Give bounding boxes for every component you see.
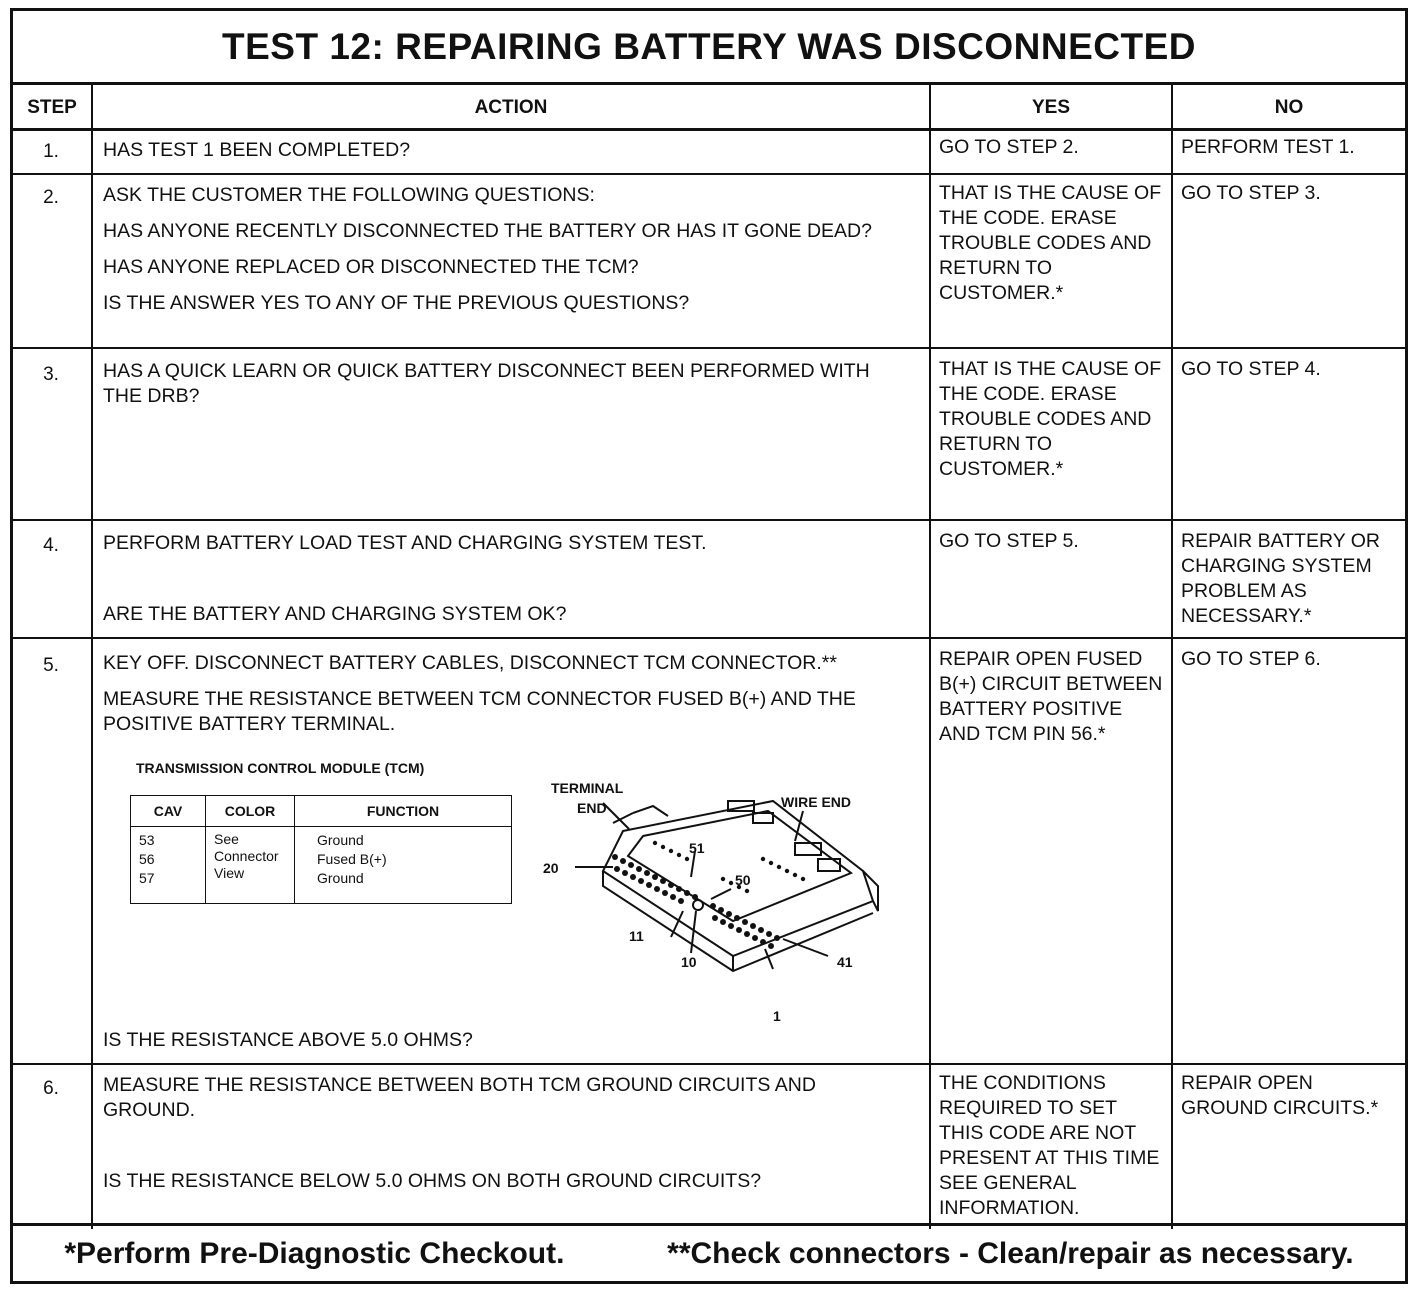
- test-sheet: [10, 8, 1408, 1284]
- action-text: [103, 359, 903, 420]
- no-text: GO TO STEP 3.: [1181, 182, 1321, 204]
- action-text: [103, 183, 903, 327]
- grid-line: [13, 347, 1405, 349]
- action-text: [103, 651, 913, 748]
- function-cell: [295, 827, 512, 904]
- latch-3: [795, 843, 821, 855]
- label-pin-20: 20: [543, 860, 559, 876]
- function-value: Ground: [317, 870, 364, 886]
- color-cell: [206, 827, 295, 904]
- step-number: 3.: [43, 364, 59, 385]
- action-text: [103, 531, 913, 638]
- action-line: MEASURE THE RESISTANCE BETWEEN BOTH TCM GROUND CIRCUITS AND GROUND.: [103, 1074, 816, 1121]
- cav-value: 56: [139, 851, 155, 867]
- label-wire-end: WIRE END: [781, 794, 851, 810]
- label-pin-51: 51: [689, 840, 705, 856]
- col-cav: CAV: [131, 796, 206, 827]
- grid-line: [929, 85, 931, 1229]
- header-action: ACTION: [474, 97, 548, 118]
- no-text: REPAIR OPEN GROUND CIRCUITS.*: [1181, 1072, 1379, 1119]
- color-value: See: [214, 831, 239, 847]
- action-line: HAS A QUICK LEARN OR QUICK BATTERY DISCONNECT BEEN PERFORMED WITH THE DRB?: [103, 360, 870, 407]
- cav-table-header: [131, 796, 512, 827]
- color-value: Connector: [214, 848, 279, 864]
- action-question: IS THE RESISTANCE ABOVE 5.0 OHMS?: [103, 1029, 473, 1051]
- yes-text: THAT IS THE CAUSE OF THE CODE. ERASE TROUBLE CODES AND RETURN TO CUSTOMER.*: [939, 182, 1162, 304]
- step-number: 4.: [43, 535, 59, 556]
- cav-table-body: [131, 827, 512, 904]
- cav-cell: [131, 827, 206, 904]
- no-text: REPAIR BATTERY OR CHARGING SYSTEM PROBLEM AS NECESSARY.*: [1181, 530, 1381, 627]
- latch-4: [818, 859, 840, 871]
- grid-line: [1171, 85, 1173, 1229]
- header-no: NO: [1274, 97, 1304, 118]
- no-text: GO TO STEP 4.: [1181, 358, 1321, 380]
- label-pin-50: 50: [735, 872, 751, 888]
- step-number: 2.: [43, 187, 59, 208]
- footer-note-connectors: **Check connectors - Clean/repair as necessary.: [667, 1236, 1354, 1270]
- label-end: END: [577, 800, 607, 816]
- label-pin-1: 1: [773, 1008, 781, 1021]
- action-text: [103, 138, 913, 174]
- action-line: HAS ANYONE REPLACED OR DISCONNECTED THE TCM?: [103, 256, 639, 278]
- connector-diagram: [533, 761, 913, 1021]
- action-line: IS THE ANSWER YES TO ANY OF THE PREVIOUS QUESTIONS?: [103, 292, 690, 314]
- color-value: View: [214, 865, 245, 881]
- grid-line: [13, 128, 1405, 131]
- yes-text: GO TO STEP 5.: [939, 530, 1079, 552]
- col-color: COLOR: [206, 796, 295, 827]
- function-value: Ground: [317, 832, 364, 848]
- grid-line: [91, 85, 93, 1229]
- action-line: IS THE RESISTANCE BELOW 5.0 OHMS ON BOTH GROUND CIRCUITS?: [103, 1170, 762, 1192]
- module-title: TRANSMISSION CONTROL MODULE (TCM): [136, 760, 425, 776]
- action-line: ARE THE BATTERY AND CHARGING SYSTEM OK?: [103, 603, 567, 625]
- action-line: MEASURE THE RESISTANCE BETWEEN TCM CONNECTOR FUSED B(+) AND THE POSITIVE BATTERY TERMINAL.: [103, 688, 856, 735]
- footer-note-pre-diagnostic: *Perform Pre-Diagnostic Checkout.: [64, 1236, 565, 1270]
- action-line: KEY OFF. DISCONNECT BATTERY CABLES, DISCONNECT TCM CONNECTOR.**: [103, 652, 837, 674]
- action-text: [103, 1073, 913, 1205]
- action-line: ASK THE CUSTOMER THE FOLLOWING QUESTIONS:: [103, 184, 595, 206]
- yes-text: REPAIR OPEN FUSED B(+) CIRCUIT BETWEEN BATTERY POSITIVE AND TCM PIN 56.*: [939, 648, 1163, 745]
- yes-text: THAT IS THE CAUSE OF THE CODE. ERASE TROUBLE CODES AND RETURN TO CUSTOMER.*: [939, 358, 1162, 480]
- header-yes: YES: [1031, 97, 1071, 118]
- action-line: HAS TEST 1 BEEN COMPLETED?: [103, 139, 411, 161]
- no-text: GO TO STEP 6.: [1181, 648, 1321, 670]
- page-title: TEST 12: REPAIRING BATTERY WAS DISCONNECTED: [13, 11, 1405, 85]
- cav-value: 53: [139, 832, 155, 848]
- label-pin-10: 10: [681, 954, 697, 970]
- cav-table: [130, 795, 512, 904]
- col-function: FUNCTION: [295, 796, 512, 827]
- step-number: 1.: [43, 141, 59, 162]
- header-step: STEP: [27, 97, 77, 118]
- label-pin-41: 41: [837, 954, 853, 970]
- step-number: 5.: [43, 655, 59, 676]
- grid-line: [13, 519, 1405, 521]
- grid-line: [13, 1063, 1405, 1065]
- pin-10-marker: [693, 900, 703, 910]
- function-value: Fused B(+): [317, 851, 387, 867]
- label-pin-11: 11: [629, 928, 644, 944]
- step-number: 6.: [43, 1078, 59, 1099]
- cav-value: 57: [139, 870, 155, 886]
- yes-text: GO TO STEP 2.: [939, 136, 1079, 158]
- action-line: HAS ANYONE RECENTLY DISCONNECTED THE BATTERY OR HAS IT GONE DEAD?: [103, 220, 872, 242]
- no-text: PERFORM TEST 1.: [1181, 136, 1355, 158]
- label-terminal: TERMINAL: [551, 780, 624, 796]
- yes-text: THE CONDITIONS REQUIRED TO SET THIS CODE ARE NOT PRESENT AT THIS TIME SEE GENERAL INFORMATION.: [939, 1072, 1160, 1219]
- footer-notes: [13, 1223, 1405, 1281]
- latch-2: [753, 813, 773, 823]
- action-line: PERFORM BATTERY LOAD TEST AND CHARGING SYSTEM TEST.: [103, 532, 707, 554]
